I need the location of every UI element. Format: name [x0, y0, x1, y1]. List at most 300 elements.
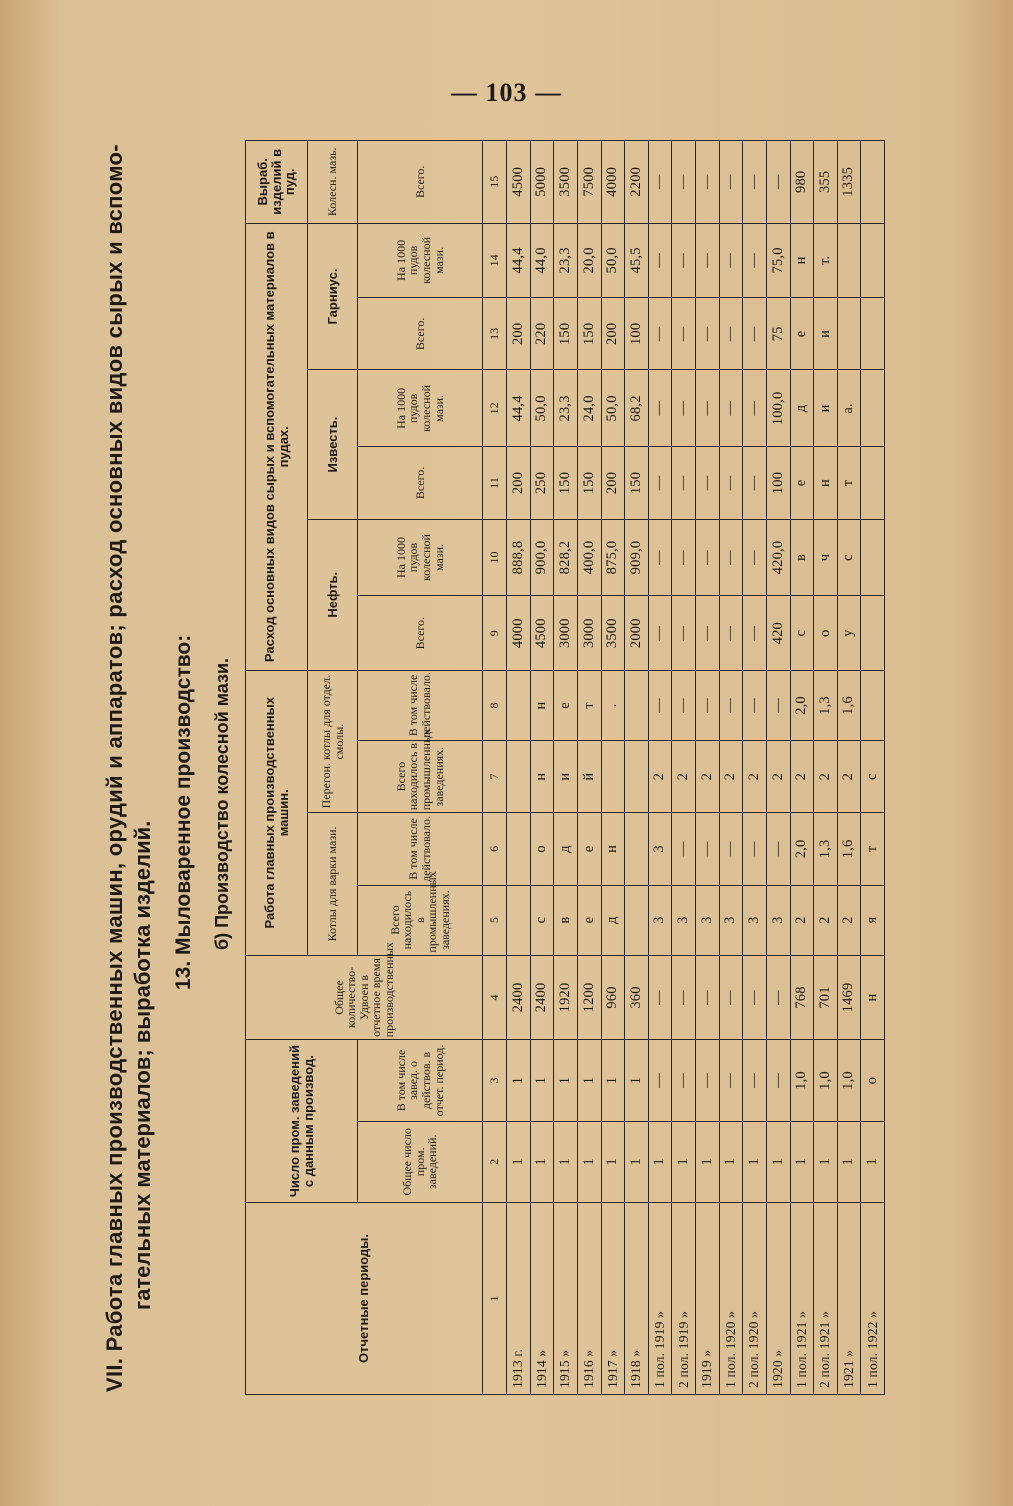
table-row [743, 141, 767, 1395]
value-cell: т [837, 447, 861, 519]
value-cell: 1,0 [837, 1040, 861, 1121]
value-cell: — [672, 955, 696, 1040]
value-cell: 1 [672, 1121, 696, 1202]
col-number: 15 [483, 141, 507, 224]
value-cell: 44,4 [507, 370, 531, 447]
table-row [507, 141, 531, 1395]
value-cell: е [577, 885, 601, 955]
value-cell: 4500 [530, 596, 554, 671]
table-row [554, 141, 578, 1395]
value-cell: 3 [766, 885, 790, 955]
value-cell: 1 [601, 1040, 625, 1121]
header-lime: Известь. [308, 370, 358, 519]
value-cell: н [601, 813, 625, 885]
value-cell: 1 [577, 1040, 601, 1121]
value-cell: — [696, 813, 720, 885]
value-cell: 250 [530, 447, 554, 519]
value-cell: 1 [530, 1121, 554, 1202]
value-cell: 20,0 [577, 223, 601, 298]
subsection-heading: б) Производство колесной мази. [212, 657, 232, 950]
value-cell: 3500 [554, 141, 578, 224]
value-cell: н [530, 741, 554, 813]
value-cell: 3 [719, 885, 743, 955]
value-cell: 2200 [625, 141, 649, 224]
table-row [766, 141, 790, 1395]
header-output-total: Всего. [358, 141, 483, 224]
value-cell [861, 670, 885, 740]
value-cell: — [719, 141, 743, 224]
value-cell: с [790, 596, 814, 671]
table-row [672, 141, 696, 1395]
value-cell: — [648, 223, 672, 298]
value-cell: 2 [814, 885, 838, 955]
value-cell: — [743, 370, 767, 447]
value-cell: 1,3 [814, 670, 838, 740]
value-cell: 1 [554, 1121, 578, 1202]
value-cell: 3 [696, 885, 720, 955]
col-number: 14 [483, 223, 507, 298]
value-cell [625, 741, 649, 813]
value-cell: 23,3 [554, 223, 578, 298]
value-cell: 360 [625, 955, 649, 1040]
value-cell: 1,0 [814, 1040, 838, 1121]
value-cell [625, 670, 649, 740]
value-cell [837, 223, 861, 298]
value-cell: — [696, 141, 720, 224]
value-cell: 5000 [530, 141, 554, 224]
value-cell: 2400 [507, 955, 531, 1040]
col-number: 5 [483, 885, 507, 955]
period-cell: 1 пол. 1921 » [790, 1202, 814, 1394]
header-in-action-2: В том числе действовало. [358, 670, 483, 740]
value-cell: с [861, 741, 885, 813]
value-cell: 1 [625, 1121, 649, 1202]
value-cell: — [719, 298, 743, 370]
col-number: 10 [483, 519, 507, 596]
value-cell: о [814, 596, 838, 671]
value-cell: — [766, 141, 790, 224]
header-total-present-2: Всего находилось в промышленных заведениях. [358, 741, 483, 813]
value-cell: — [743, 670, 767, 740]
value-cell: 1 [648, 1121, 672, 1202]
value-cell: — [648, 670, 672, 740]
value-cell [837, 298, 861, 370]
value-cell: 1,6 [837, 670, 861, 740]
value-cell: — [672, 141, 696, 224]
value-cell: 900,0 [530, 519, 554, 596]
value-cell: 2 [837, 741, 861, 813]
value-cell: 400,0 [577, 519, 601, 596]
value-cell: е [554, 670, 578, 740]
value-cell: н [861, 955, 885, 1040]
value-cell [625, 885, 649, 955]
col-number: 6 [483, 813, 507, 885]
value-cell: 1469 [837, 955, 861, 1040]
col-number: 12 [483, 370, 507, 447]
value-cell: 888,8 [507, 519, 531, 596]
value-cell: с [837, 519, 861, 596]
value-cell: д [554, 813, 578, 885]
value-cell: 1200 [577, 955, 601, 1040]
table-row [696, 141, 720, 1395]
value-cell: — [743, 955, 767, 1040]
period-cell: 1916 » [577, 1202, 601, 1394]
value-cell: н [790, 223, 814, 298]
header-count-group: Число пром. заведений с данным производ. [246, 1040, 358, 1203]
value-cell: 1 [625, 1040, 649, 1121]
table-row [837, 141, 861, 1395]
value-cell: — [696, 370, 720, 447]
value-cell: в [554, 885, 578, 955]
value-cell: 220 [530, 298, 554, 370]
value-cell: — [696, 447, 720, 519]
header-total-count: Общее число пром. заведений. [358, 1121, 483, 1202]
table-row [861, 141, 885, 1395]
value-cell: е [790, 447, 814, 519]
value-cell: — [648, 298, 672, 370]
header-lime-per1000: На 1000 пудов колесной мази. [358, 370, 483, 447]
period-cell: 1917 » [601, 1202, 625, 1394]
value-cell: 150 [554, 447, 578, 519]
value-cell: 1 [814, 1121, 838, 1202]
value-cell: 2 [790, 885, 814, 955]
value-cell: — [743, 447, 767, 519]
value-cell: 2,0 [790, 813, 814, 885]
col-number: 2 [483, 1121, 507, 1202]
value-cell [507, 670, 531, 740]
value-cell: о [530, 813, 554, 885]
value-cell: 828,2 [554, 519, 578, 596]
value-cell: — [672, 1040, 696, 1121]
table-row [648, 141, 672, 1395]
header-lime-total: Всего. [358, 447, 483, 519]
value-cell: 1 [743, 1121, 767, 1202]
value-cell: 2 [648, 741, 672, 813]
section-title-line2: гательных материалов; выработка изделий. [130, 820, 155, 1310]
value-cell: — [719, 1040, 743, 1121]
value-cell: — [648, 370, 672, 447]
page-number: — 103 — [451, 78, 562, 107]
header-in-action-1: В том числе действовало. [358, 813, 483, 885]
value-cell: 1 [837, 1121, 861, 1202]
value-cell: — [766, 955, 790, 1040]
value-cell [601, 741, 625, 813]
value-cell: 44,0 [530, 223, 554, 298]
period-cell: 1921 » [837, 1202, 861, 1394]
value-cell: 150 [554, 298, 578, 370]
value-cell: 200 [507, 298, 531, 370]
value-cell: — [696, 223, 720, 298]
value-cell: — [648, 1040, 672, 1121]
value-cell: 1335 [837, 141, 861, 224]
value-cell: в [790, 519, 814, 596]
value-cell: — [719, 596, 743, 671]
value-cell: — [696, 1040, 720, 1121]
value-cell: — [743, 519, 767, 596]
value-cell: 200 [601, 298, 625, 370]
value-cell: и [814, 298, 838, 370]
col-number: 13 [483, 298, 507, 370]
header-oil-total: Всего. [358, 596, 483, 671]
col-number: 9 [483, 596, 507, 671]
value-cell: 3 [743, 885, 767, 955]
value-cell: 980 [790, 141, 814, 224]
value-cell: 1 [696, 1121, 720, 1202]
value-cell [861, 519, 885, 596]
value-cell: 45,5 [625, 223, 649, 298]
value-cell: 1 [554, 1040, 578, 1121]
value-cell: у [837, 596, 861, 671]
value-cell: 44,4 [507, 223, 531, 298]
value-cell: 50,0 [530, 370, 554, 447]
value-cell: 150 [577, 447, 601, 519]
industry-heading: 13. Мыловаренное производство: [172, 634, 195, 990]
value-cell: — [696, 298, 720, 370]
value-cell: — [743, 223, 767, 298]
value-cell: 3000 [554, 596, 578, 671]
value-cell: и [814, 370, 838, 447]
value-cell [507, 885, 531, 955]
value-cell: — [719, 223, 743, 298]
value-cell: — [696, 596, 720, 671]
value-cell: 24,0 [577, 370, 601, 447]
value-cell: 960 [601, 955, 625, 1040]
value-cell: . [601, 670, 625, 740]
header-output-group: Выраб. изделий в пуд. [246, 141, 308, 224]
value-cell: — [672, 670, 696, 740]
column-number-row [483, 141, 507, 1395]
value-cell: с [530, 885, 554, 955]
value-cell: 768 [790, 955, 814, 1040]
table-body [507, 141, 885, 1395]
value-cell: 2 [790, 741, 814, 813]
value-cell: д [601, 885, 625, 955]
value-cell: 875,0 [601, 519, 625, 596]
value-cell: 4000 [507, 596, 531, 671]
value-cell: — [648, 596, 672, 671]
value-cell [861, 596, 885, 671]
value-cell: — [719, 955, 743, 1040]
header-materials-group: Расход основных видов сырых и вспомогательных материалов в пудах. [246, 223, 308, 670]
value-cell: — [719, 447, 743, 519]
value-cell [861, 298, 885, 370]
value-cell: 1 [507, 1121, 531, 1202]
value-cell: 3 [672, 885, 696, 955]
table-row [814, 141, 838, 1395]
period-cell: 2 пол. 1919 » [672, 1202, 696, 1394]
header-oil-per1000: На 1000 пудов колесной мази. [358, 519, 483, 596]
value-cell: 355 [814, 141, 838, 224]
value-cell: 1920 [554, 955, 578, 1040]
period-cell: 1919 » [696, 1202, 720, 1394]
value-cell: 3 [648, 885, 672, 955]
value-cell [861, 141, 885, 224]
table-row [577, 141, 601, 1395]
header-total-present-1: Всего находилось в промышленных заведениях. [358, 885, 483, 955]
col-number: 11 [483, 447, 507, 519]
value-cell: — [672, 813, 696, 885]
value-cell: и [554, 741, 578, 813]
value-cell: 2 [696, 741, 720, 813]
value-cell [861, 370, 885, 447]
value-cell: 7500 [577, 141, 601, 224]
value-cell: 4000 [601, 141, 625, 224]
value-cell: т [861, 813, 885, 885]
value-cell: о [861, 1040, 885, 1121]
value-cell: е [790, 298, 814, 370]
header-machines-group: Работа главных производственных машин. [246, 670, 308, 955]
value-cell: т [577, 670, 601, 740]
header-boilers-soap: Котлы для варки мази. [308, 813, 358, 955]
value-cell: — [672, 370, 696, 447]
period-cell: 1920 » [766, 1202, 790, 1394]
value-cell: 420,0 [766, 519, 790, 596]
header-in-operation: В том числе завед. о действов. в отчет. период. [358, 1040, 483, 1121]
value-cell: 2 [719, 741, 743, 813]
table-row [790, 141, 814, 1395]
value-cell: 1 [601, 1121, 625, 1202]
section-title-line1: VII. Работа главных производственных машин, орудий и аппаратов; расход основных видов сырых и вспомо- [102, 144, 127, 1392]
period-cell: 2 пол. 1920 » [743, 1202, 767, 1394]
value-cell: — [743, 596, 767, 671]
value-cell [507, 741, 531, 813]
value-cell [861, 223, 885, 298]
value-cell: а. [837, 370, 861, 447]
value-cell: 1 [766, 1121, 790, 1202]
value-cell: — [743, 1040, 767, 1121]
value-cell: 420 [766, 596, 790, 671]
value-cell: — [743, 298, 767, 370]
value-cell: 909,0 [625, 519, 649, 596]
value-cell: — [719, 519, 743, 596]
value-cell: — [766, 670, 790, 740]
value-cell: — [766, 1040, 790, 1121]
value-cell: 50,0 [601, 370, 625, 447]
value-cell: 1,0 [790, 1040, 814, 1121]
col-number: 3 [483, 1040, 507, 1121]
value-cell: — [648, 447, 672, 519]
value-cell: 2,0 [790, 670, 814, 740]
value-cell: 75 [766, 298, 790, 370]
value-cell: 100,0 [766, 370, 790, 447]
value-cell: — [672, 447, 696, 519]
statistics-table [245, 140, 885, 1395]
header-oil: Нефть. [308, 519, 358, 670]
value-cell: ч [814, 519, 838, 596]
value-cell: — [696, 955, 720, 1040]
value-cell: 3 [648, 813, 672, 885]
value-cell: 2 [837, 885, 861, 955]
value-cell [861, 447, 885, 519]
value-cell: 150 [577, 298, 601, 370]
value-cell: — [648, 141, 672, 224]
value-cell: 1 [530, 1040, 554, 1121]
table-row [530, 141, 554, 1395]
header-wheel-grease: Колесн. мазь. [308, 141, 358, 224]
value-cell: 75,0 [766, 223, 790, 298]
value-cell: — [696, 670, 720, 740]
value-cell: 2 [814, 741, 838, 813]
period-cell: 1914 » [530, 1202, 554, 1394]
period-cell: 1 пол. 1920 » [719, 1202, 743, 1394]
value-cell: — [719, 370, 743, 447]
value-cell: 50,0 [601, 223, 625, 298]
header-workers: Общее количество-Удвоен в отчетное время производственных [246, 955, 483, 1040]
value-cell: н [814, 447, 838, 519]
value-cell: 3500 [601, 596, 625, 671]
header-rosin-total: Всего. [358, 298, 483, 370]
col-number: 1 [483, 1202, 507, 1394]
col-number: 7 [483, 741, 507, 813]
value-cell: — [743, 813, 767, 885]
value-cell: н [530, 670, 554, 740]
value-cell: — [743, 141, 767, 224]
value-cell: 2 [672, 741, 696, 813]
value-cell: й [577, 741, 601, 813]
value-cell: — [766, 813, 790, 885]
value-cell: — [672, 519, 696, 596]
period-cell: 1918 » [625, 1202, 649, 1394]
value-cell: — [719, 813, 743, 885]
table-row [625, 141, 649, 1395]
value-cell: е [577, 813, 601, 885]
period-cell: 1 пол. 1919 » [648, 1202, 672, 1394]
value-cell: 2400 [530, 955, 554, 1040]
value-cell: 1 [861, 1121, 885, 1202]
header-boilers-distill: Перегон. котлы для отдел. смолы. [308, 670, 358, 812]
value-cell: — [648, 955, 672, 1040]
statistics-table-rotated [245, 140, 885, 1395]
value-cell: д [790, 370, 814, 447]
value-cell: 3000 [577, 596, 601, 671]
header-period: Отчетные периоды. [246, 1202, 483, 1394]
header-rosin-per1000: На 1000 пудов колесной мази. [358, 223, 483, 298]
value-cell: — [672, 298, 696, 370]
value-cell: 2 [766, 741, 790, 813]
value-cell [507, 813, 531, 885]
value-cell: 200 [507, 447, 531, 519]
period-cell: 1915 » [554, 1202, 578, 1394]
value-cell: я [861, 885, 885, 955]
value-cell: 1 [577, 1121, 601, 1202]
value-cell: — [648, 519, 672, 596]
value-cell: 1,3 [814, 813, 838, 885]
value-cell: 701 [814, 955, 838, 1040]
value-cell: т. [814, 223, 838, 298]
period-cell: 1 пол. 1922 » [861, 1202, 885, 1394]
value-cell [625, 813, 649, 885]
value-cell: 23,3 [554, 370, 578, 447]
value-cell: 1 [790, 1121, 814, 1202]
value-cell: — [696, 519, 720, 596]
value-cell: — [672, 596, 696, 671]
value-cell: 200 [601, 447, 625, 519]
value-cell: 150 [625, 447, 649, 519]
table-row [719, 141, 743, 1395]
col-number: 4 [483, 955, 507, 1040]
period-cell: 2 пол. 1921 » [814, 1202, 838, 1394]
value-cell: — [719, 670, 743, 740]
value-cell: — [672, 223, 696, 298]
value-cell: 68,2 [625, 370, 649, 447]
table-row [601, 141, 625, 1395]
value-cell: 100 [766, 447, 790, 519]
value-cell: 4500 [507, 141, 531, 224]
col-number: 8 [483, 670, 507, 740]
period-cell: 1913 г. [507, 1202, 531, 1394]
value-cell: 1 [719, 1121, 743, 1202]
value-cell: 1 [507, 1040, 531, 1121]
